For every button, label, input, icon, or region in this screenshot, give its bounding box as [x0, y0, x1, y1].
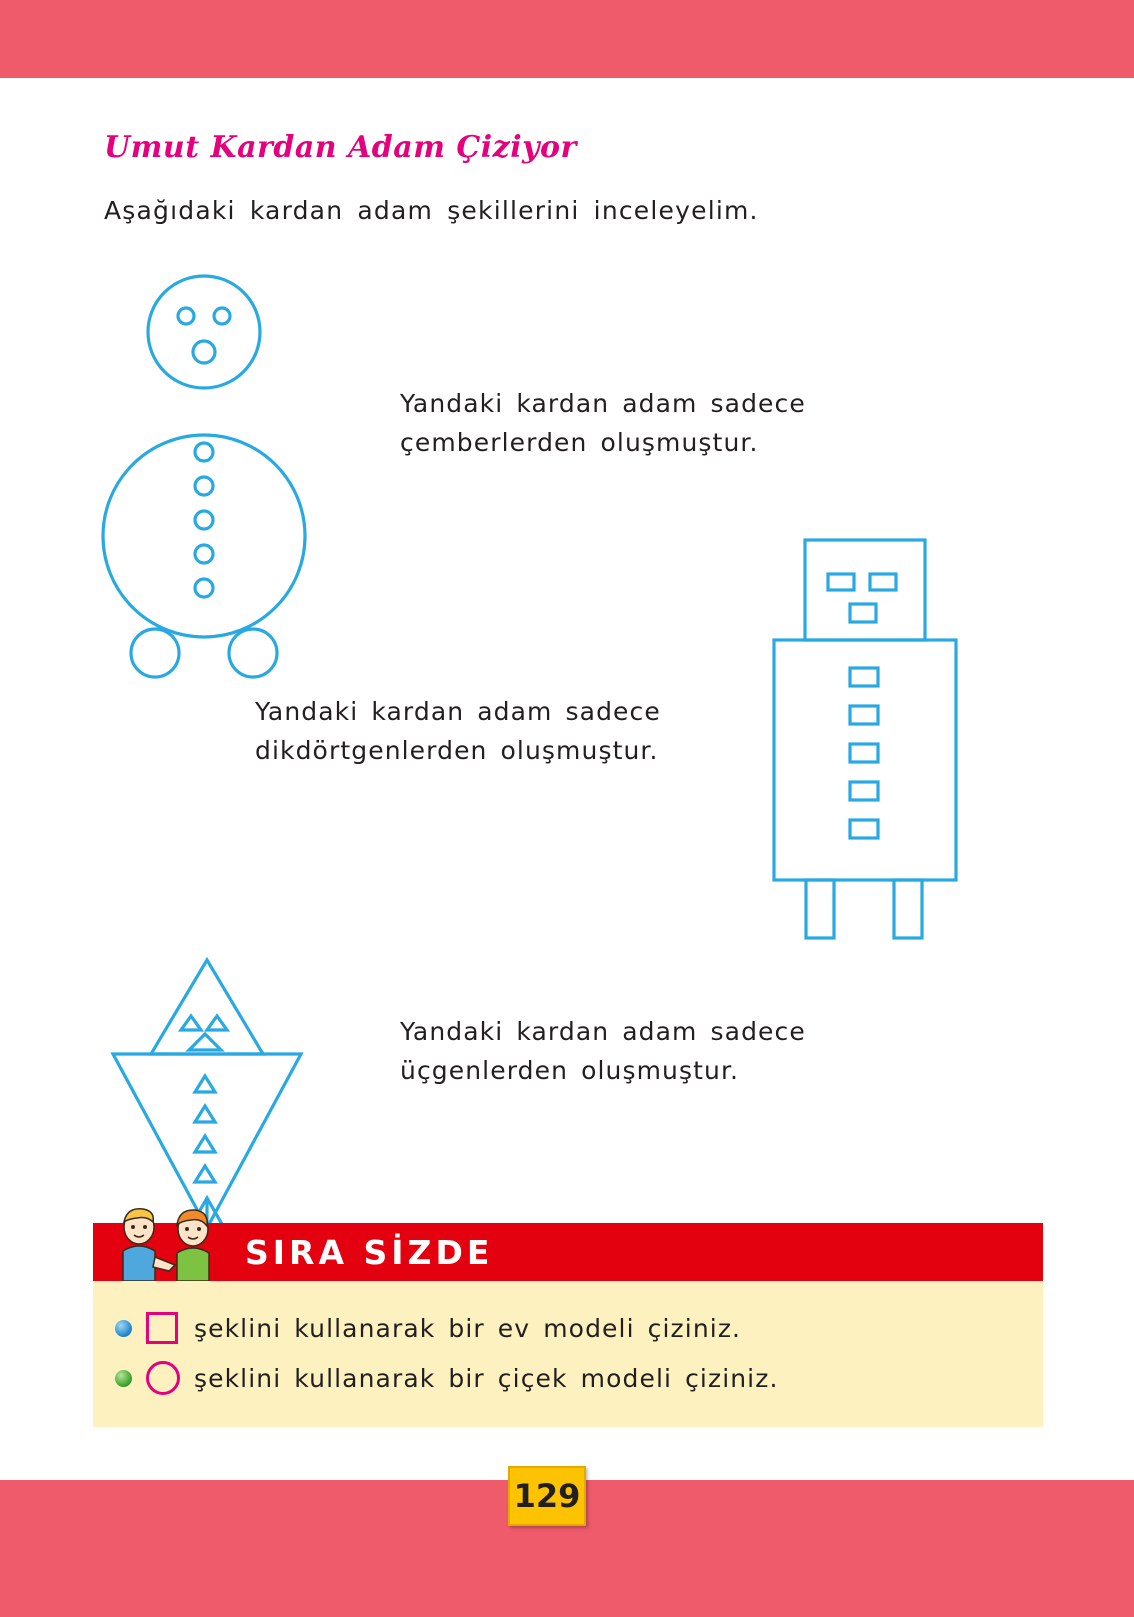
square-shape-icon [146, 1312, 178, 1344]
sira-sizde-header [93, 1223, 1043, 1281]
circle-shape-icon [146, 1361, 180, 1395]
sira-sizde-item-2-text: şeklini kullanarak bir çiçek modeli çiziniz. [194, 1363, 779, 1393]
snowman-circles-figure [120, 268, 340, 688]
sira-sizde-item-1 [93, 1303, 1043, 1353]
paragraph-triangle: Yandaki kardan adam sadece üçgenlerden oluşmuştur. [400, 1017, 806, 1085]
sira-sizde-item-2 [93, 1353, 1043, 1403]
page-content [0, 78, 1134, 1480]
snowman-rectangles-figure [770, 538, 970, 958]
two-kids-illustration-icon [103, 1207, 233, 1281]
page-title: Umut Kardan Adam Çiziyor [104, 130, 577, 165]
top-color-band [0, 0, 1134, 78]
sira-sizde-title: SIRA SİZDE [245, 1232, 494, 1272]
paragraph-rectangle: Yandaki kardan adam sadece dikdörtgenlerden oluşmuştur. [255, 697, 661, 765]
green-bullet-icon [115, 1370, 132, 1387]
sira-sizde-body [93, 1281, 1043, 1427]
blue-bullet-icon [115, 1320, 132, 1337]
sira-sizde-item-1-text: şeklini kullanarak bir ev modeli çiziniz. [194, 1313, 742, 1343]
page-number: 129 [508, 1466, 586, 1526]
sira-sizde-panel [93, 1223, 1043, 1427]
paragraph-circle: Yandaki kardan adam sadece çemberlerden oluşmuştur. [400, 389, 806, 457]
intro-text: Aşağıdaki kardan adam şekillerini inceleyelim. [104, 196, 759, 225]
